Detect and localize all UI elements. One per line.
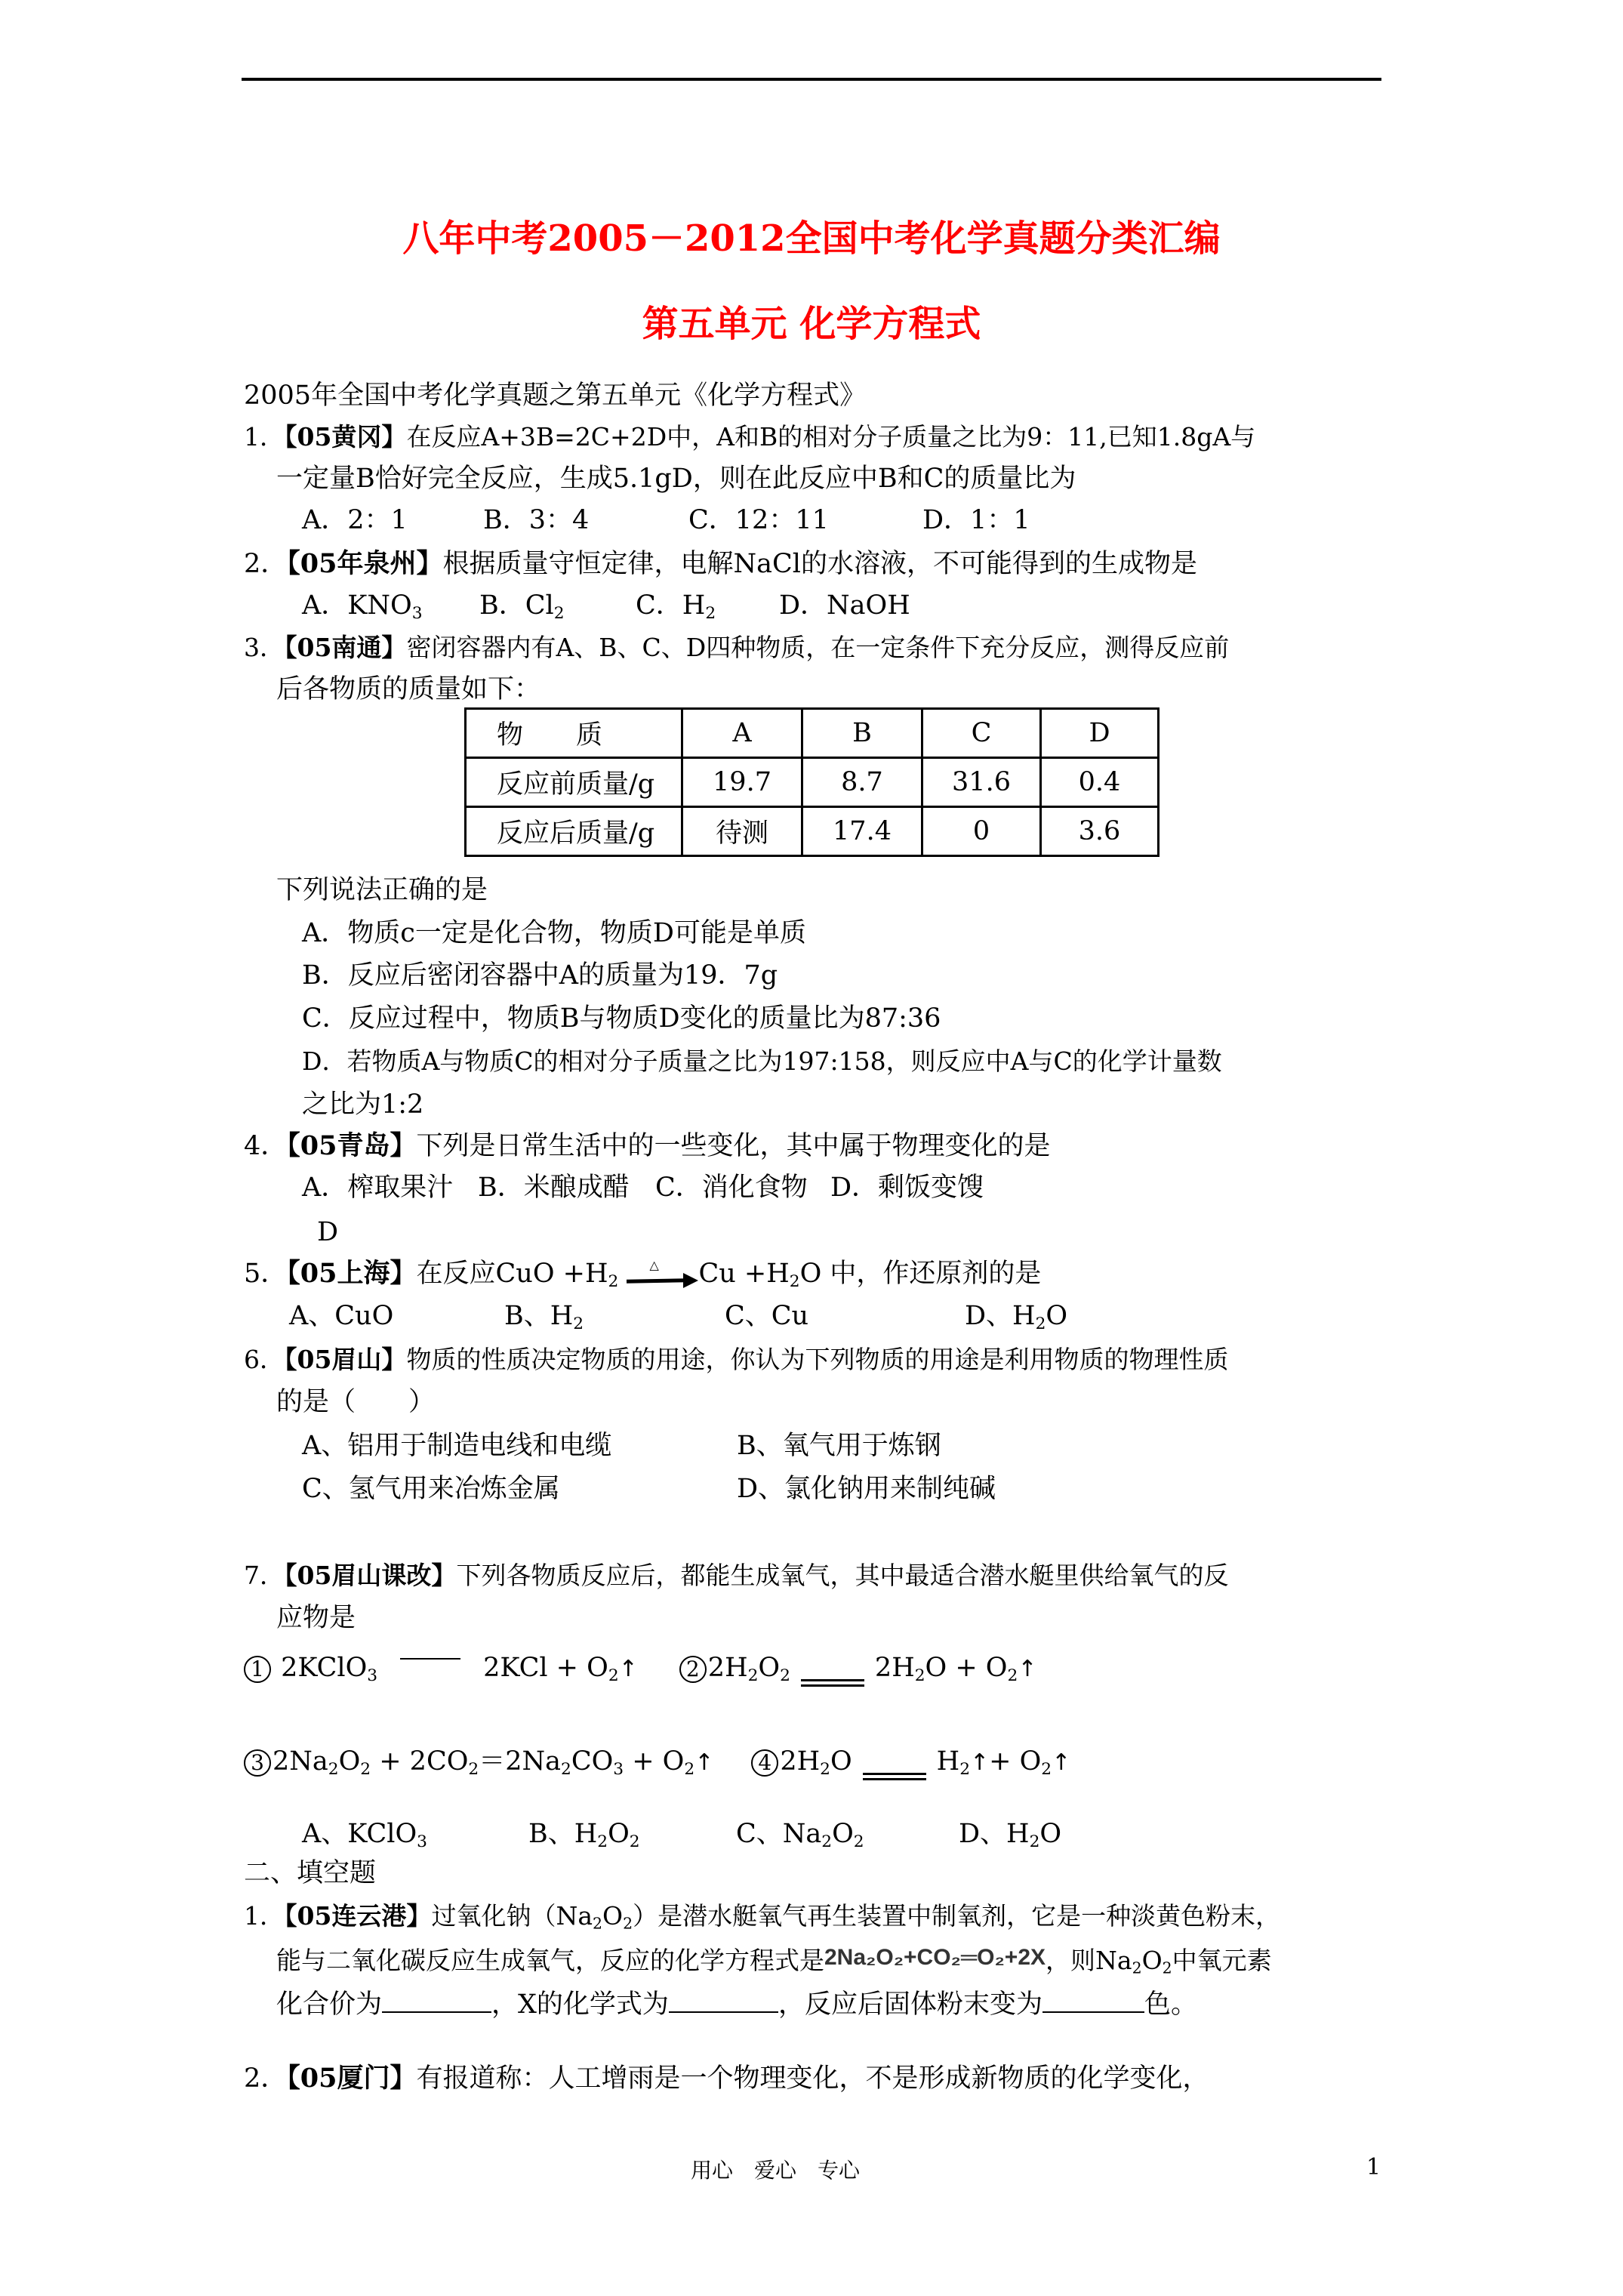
- question-text: 在反应A+3B=2C+2D中，A和B的相对分子质量之比为9：11,已知1.8gA与: [406, 422, 1256, 451]
- q6-option-c: C、氢气用来冶炼金属: [302, 1474, 560, 1504]
- question-text: 化合价为: [276, 1989, 383, 2020]
- question-text: 能与二氧化碳反应生成氧气，反应的化学方程式是: [276, 1946, 824, 1975]
- section-intro: 2005年全国中考化学真题之第五单元《化学方程式》: [244, 381, 867, 411]
- subscript: 2: [820, 1760, 830, 1780]
- question-1: [244, 424, 1255, 449]
- equation-4: [751, 1746, 852, 1780]
- q2-option-d: [779, 590, 910, 621]
- question-3-cont: 后各物质的质量如下：: [276, 674, 541, 704]
- reaction-line: [400, 1655, 460, 1681]
- formula: H: [936, 1746, 960, 1777]
- document-title: 八年中考2005－2012全国中考化学真题分类汇编: [402, 217, 1221, 260]
- question-source-tag: 【05眉山】: [285, 1345, 407, 1374]
- subscript: 2: [629, 1832, 640, 1852]
- table-header-cell: D: [1041, 709, 1159, 758]
- question-text: 有报道称：人工增雨是一个物理变化，不是形成新物质的化学变化，: [416, 2063, 1209, 2094]
- table-cell: 8.7: [802, 758, 922, 807]
- subscript: 2: [1035, 1314, 1046, 1334]
- question-1-cont: 一定量B恰好完全反应，生成5.1gD，则在此反应中B和C的质量比为: [276, 464, 1076, 494]
- subscript: 2: [780, 1666, 790, 1686]
- option-text: C、Cu: [725, 1301, 809, 1331]
- subscript: 2: [1041, 1760, 1052, 1780]
- question-text: ）是潜水艇氧气再生装置中制氧剂，它是一种淡黄色粉末，: [633, 1901, 1281, 1931]
- gas-arrow-icon: ↑: [1018, 1656, 1037, 1682]
- question-source-tag: 【05上海】: [287, 1258, 417, 1289]
- question-text: 下列各物质反应后，都能生成氧气，其中最适合潜水艇里供给氧气的反: [456, 1561, 1229, 1590]
- table-cell: 19.7: [682, 758, 802, 807]
- q3-option-a: A．物质c一定是化合物，物质D可能是单质: [302, 918, 806, 948]
- answer-blank[interactable]: [669, 1989, 778, 2013]
- reaction-arrow-icon: [627, 1257, 698, 1287]
- circled-number: 4: [751, 1749, 778, 1777]
- question-text: 过氧化钠（Na: [431, 1901, 593, 1931]
- table-header-cell: B: [802, 709, 922, 758]
- option-text: A、KClO: [302, 1819, 417, 1849]
- q7-option-c: [736, 1819, 864, 1852]
- formula: O: [338, 1746, 361, 1777]
- fill-question-1-line2: [276, 1945, 1272, 1977]
- circled-number: 3: [244, 1749, 271, 1777]
- option-text: O: [832, 1819, 854, 1849]
- question-text: Cu +H: [698, 1259, 790, 1289]
- option-text: D、H: [965, 1301, 1036, 1331]
- table-cell: 0: [922, 807, 1041, 856]
- q1-option-a: A．2：1: [302, 505, 408, 535]
- q2-option-b: [479, 590, 565, 624]
- subscript: 2: [1007, 1666, 1018, 1686]
- question-source-tag: 【05眉山课改】: [285, 1561, 457, 1590]
- question-text: 物质的性质决定物质的用途，你认为下列物质的用途是利用物质的物理性质: [406, 1345, 1229, 1374]
- question-5: [244, 1257, 1042, 1292]
- question-text: O 中，作还原剂的是: [799, 1259, 1042, 1289]
- subscript: 2: [573, 1314, 584, 1334]
- q2-option-c: [636, 590, 716, 624]
- question-text: 根据质量守恒定律，电解NaCl的水溶液，不可能得到的生成物是: [442, 549, 1197, 579]
- subscript: 2: [789, 1272, 800, 1292]
- q5-option-a: [289, 1303, 393, 1330]
- q3-option-d: D．若物质A与物质C的相对分子质量之比为197:158，则反应中A与C的化学计量数: [302, 1046, 1222, 1076]
- subscript: 2: [959, 1760, 970, 1780]
- question-number: 2．: [244, 549, 288, 579]
- question-6-cont: 的是（ ）: [276, 1387, 436, 1417]
- equals-sign: [801, 1655, 864, 1687]
- formula: O: [758, 1653, 781, 1683]
- formula: + 2CO: [371, 1746, 469, 1777]
- question-3: [244, 635, 1229, 660]
- equation-1-rhs: [483, 1653, 638, 1686]
- subscript: 2: [747, 1666, 759, 1686]
- q6-option-a: A、铝用于制造电线和电缆: [302, 1431, 612, 1461]
- formula: + O: [624, 1746, 685, 1777]
- q6-option-b: B、氧气用于炼钢: [737, 1431, 941, 1461]
- formula: O: [830, 1746, 852, 1777]
- option-text: B、H: [504, 1301, 574, 1331]
- table-cell: 0.4: [1041, 758, 1159, 807]
- formula: + O: [989, 1746, 1042, 1777]
- option-text: A、CuO: [289, 1301, 394, 1331]
- subscript: 2: [914, 1666, 925, 1686]
- option-text: B、H: [528, 1819, 598, 1849]
- table-cell: 反应后质量/g: [466, 807, 682, 856]
- question-source-tag: 【05青岛】: [287, 1130, 417, 1161]
- footer-motto: 用心 爱心 专心: [691, 2158, 861, 2183]
- question-text: 密闭容器内有A、B、C、D四种物质，在一定条件下充分反应，测得反应前: [406, 633, 1230, 662]
- table-row: [466, 807, 1159, 856]
- fill-question-1-line3: [276, 1989, 1197, 2018]
- option-text: C．H: [636, 590, 706, 621]
- question-text: ，X的化学式为: [491, 1989, 669, 2020]
- q3-option-b: B．反应后密闭容器中A的质量为19．7g: [302, 960, 778, 991]
- subscript: 3: [367, 1666, 378, 1686]
- option-text: O: [608, 1819, 630, 1849]
- subscript: 2: [1029, 1832, 1040, 1852]
- table-header-row: [466, 709, 1159, 758]
- q7-option-b: [528, 1819, 640, 1852]
- subscript: 2: [853, 1832, 864, 1852]
- subscript: 2: [821, 1832, 833, 1852]
- table-cell: 17.4: [802, 807, 922, 856]
- equation-2-rhs: [874, 1653, 1037, 1686]
- subscript: 2: [553, 604, 565, 624]
- question-source-tag: 【05黄冈】: [285, 422, 407, 451]
- page-number: 1: [1366, 2154, 1381, 2180]
- mass-table: [464, 707, 1160, 857]
- question-text: 在反应CuO +H: [416, 1259, 608, 1289]
- subscript: 2: [608, 1666, 619, 1686]
- question-source-tag: 【05厦门】: [287, 2063, 417, 2094]
- question-text: 下列是日常生活中的一些变化，其中属于物理变化的是: [416, 1131, 1051, 1161]
- gas-arrow-icon: ↑: [618, 1656, 638, 1682]
- question-6: [244, 1347, 1228, 1372]
- subscript: 2: [1162, 1959, 1172, 1977]
- answer-blank[interactable]: [382, 1989, 491, 2013]
- unit-title: 第五单元 化学方程式: [642, 303, 981, 345]
- option-text: O: [1039, 1819, 1062, 1849]
- table-header-cell: 物 质: [466, 709, 682, 758]
- question-number: 7．: [244, 1561, 285, 1590]
- question-text: ，则Na: [1046, 1946, 1132, 1975]
- subscript: 3: [613, 1760, 624, 1780]
- table-cell: 待测: [682, 807, 802, 856]
- equation-image: 2Na₂O₂+CO₂═O₂+2X: [824, 1945, 1046, 1970]
- equals-sign: [863, 1749, 926, 1780]
- subscript: 3: [411, 604, 423, 624]
- question-text: 色。: [1144, 1989, 1197, 2020]
- formula: O + O: [925, 1653, 1008, 1683]
- subscript: 2: [468, 1760, 479, 1780]
- question-text: O: [602, 1901, 624, 1931]
- subscript: 2: [561, 1760, 571, 1780]
- table-cell: 反应前质量/g: [466, 758, 682, 807]
- question-text: ，反应后固体粉末变为: [778, 1989, 1042, 2020]
- q4-option-d: D．剩饭变馊: [830, 1173, 984, 1203]
- question-number: 6．: [244, 1345, 285, 1374]
- question-number: 4．: [244, 1131, 288, 1161]
- answer-blank[interactable]: [1042, 1989, 1144, 2013]
- q2-option-a: [302, 590, 423, 624]
- question-source-tag: 【05连云港】: [285, 1901, 432, 1931]
- formula: CO: [571, 1746, 614, 1777]
- question-text: 中氧元素: [1172, 1946, 1272, 1975]
- q6-option-d: D、氯化钠用来制纯碱: [737, 1474, 996, 1504]
- formula: 2H: [874, 1653, 915, 1683]
- formula: 2H: [780, 1746, 821, 1777]
- option-text: D、H: [959, 1819, 1030, 1849]
- equation-row-1: [244, 1655, 1036, 1687]
- question-7: [244, 1563, 1228, 1588]
- q5-option-b: [504, 1301, 584, 1334]
- question-number: 5．: [244, 1259, 288, 1289]
- gas-arrow-icon: ↑: [694, 1749, 714, 1776]
- question-source-tag: 【05年泉州】: [287, 548, 443, 579]
- equation-3: [244, 1746, 714, 1780]
- option-text: D．NaOH: [779, 590, 910, 621]
- circled-number: 1: [244, 1656, 271, 1683]
- formula: 2Na: [273, 1746, 328, 1777]
- table-cell: 3.6: [1041, 807, 1159, 856]
- q3-prompt: 下列说法正确的是: [276, 875, 488, 905]
- q5-option-c: [725, 1303, 808, 1330]
- formula: 2KCl + O: [483, 1653, 608, 1683]
- subscript: 2: [593, 1914, 603, 1933]
- option-text: A．KNO: [302, 590, 412, 621]
- question-7-cont: 应物是: [276, 1603, 356, 1633]
- subscript: 2: [328, 1760, 339, 1780]
- gas-arrow-icon: ↑: [1052, 1749, 1071, 1776]
- q4-option-a: A．榨取果汁: [302, 1173, 454, 1203]
- subscript: 2: [1132, 1959, 1142, 1977]
- question-4: [244, 1130, 1051, 1161]
- q7-option-d: [959, 1819, 1062, 1852]
- question-number: 3．: [244, 633, 285, 662]
- question-number: 2．: [244, 2063, 288, 2094]
- question-text: O: [1141, 1946, 1163, 1975]
- q1-option-b: B．3：4: [483, 505, 590, 535]
- subscript: 2: [684, 1760, 695, 1780]
- fill-question-2: [244, 2065, 1209, 2092]
- equation-1: [244, 1653, 378, 1686]
- formula: 2KClO: [281, 1653, 368, 1683]
- option-text: C、Na: [736, 1819, 822, 1849]
- option-text: O: [1046, 1301, 1068, 1331]
- question-number: 1．: [244, 422, 285, 451]
- subscript: 2: [360, 1760, 371, 1780]
- q4-answer: D: [317, 1217, 339, 1247]
- subscript: 2: [608, 1272, 619, 1292]
- subscript: 2: [623, 1914, 633, 1933]
- table-row: [466, 758, 1159, 807]
- table-cell: 31.6: [922, 758, 1041, 807]
- option-text: B．Cl: [479, 590, 554, 621]
- q1-option-c: C．12：11: [688, 505, 829, 535]
- question-number: 1．: [244, 1901, 285, 1931]
- heat-condition: △: [649, 1257, 659, 1272]
- formula: ＝2Na: [479, 1746, 561, 1777]
- table-header-cell: A: [682, 709, 802, 758]
- subscript: 2: [597, 1832, 608, 1852]
- equation-row-2: [244, 1746, 1071, 1780]
- q3-option-d-cont: 之比为1:2: [302, 1089, 424, 1120]
- question-2: [244, 550, 1197, 578]
- subscript: 2: [705, 604, 716, 624]
- q4-option-b: B．米酿成醋: [478, 1173, 630, 1203]
- table-header-cell: C: [922, 709, 1041, 758]
- question-source-tag: 【05南通】: [285, 633, 407, 662]
- gas-arrow-icon: ↑: [970, 1749, 990, 1776]
- q7-option-a: [302, 1819, 427, 1852]
- circled-number: 2: [679, 1656, 707, 1683]
- equation-4-rhs: [936, 1746, 1071, 1780]
- q3-option-c: C．反应过程中，物质B与物质D变化的质量比为87:36: [302, 1003, 941, 1034]
- subscript: 3: [417, 1832, 427, 1852]
- header-rule: [242, 78, 1381, 81]
- q5-option-d: [965, 1301, 1068, 1334]
- formula: 2H: [707, 1653, 748, 1683]
- fill-question-1: [244, 1901, 1281, 1933]
- section-heading-fill-blank: 二、填空题: [244, 1858, 377, 1888]
- equation-2: [679, 1653, 790, 1686]
- q4-option-c: C．消化食物: [655, 1173, 808, 1203]
- q1-option-d: D．1：1: [922, 505, 1030, 535]
